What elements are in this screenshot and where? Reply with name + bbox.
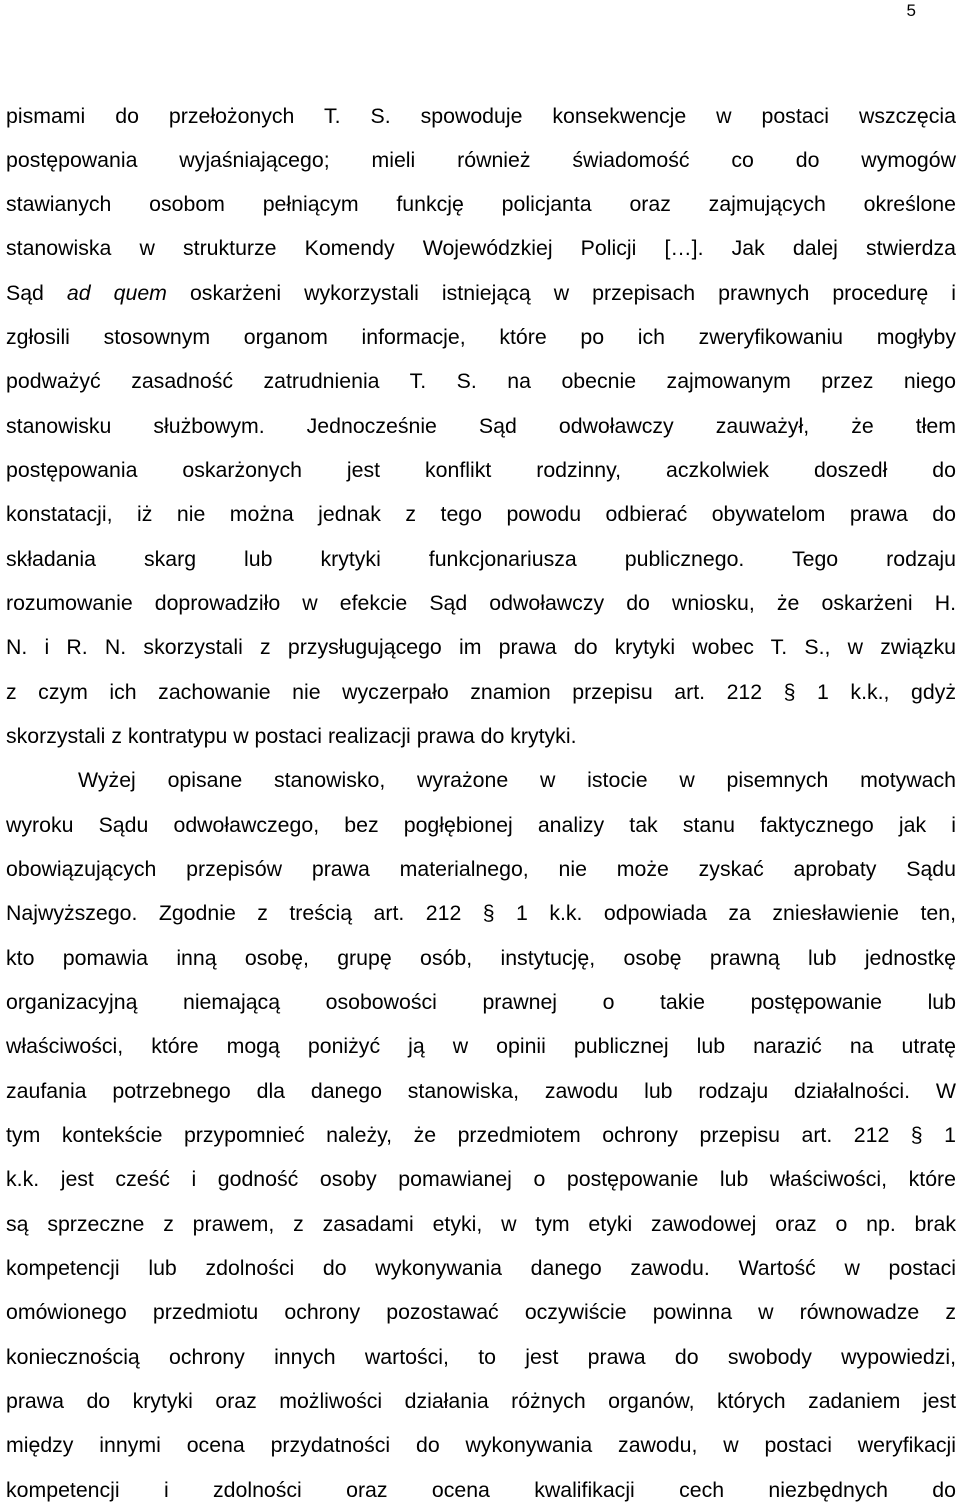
text-line: są sprzeczne z prawem, z zasadami etyki, w tym etyki zawodowej oraz o np. brak bbox=[6, 1212, 956, 1236]
text-line: kto pomawia inną osobę, grupę osób, instytucję, osobę prawną lub jednostkę bbox=[6, 946, 956, 970]
text-line: koniecznością ochrony innych wartości, to jest prawa do swobody wypowiedzi, bbox=[6, 1345, 956, 1369]
text-line: z czym ich zachowanie nie wyczerpało znamion przepisu art. 212 § 1 k.k., gdyż bbox=[6, 680, 956, 704]
text-line-with-italic bbox=[6, 278, 956, 308]
text-line: zgłosili stosownym organom informacje, które po ich zweryfikowaniu mogłyby bbox=[6, 325, 956, 349]
text-segment: oskarżeni wykorzystali istniejącą w przepisach prawnych procedurę i bbox=[166, 281, 956, 305]
text-line: omówionego przedmiotu ochrony pozostawać oczywiście powinna w równowadze z bbox=[6, 1300, 956, 1324]
text-line: pismami do przełożonych T. S. spowoduje konsekwencje w postaci wszczęcia bbox=[6, 104, 956, 128]
text-line: postępowania oskarżonych jest konflikt rodzinny, aczkolwiek doszedł do bbox=[6, 458, 956, 482]
text-line: k.k. jest cześć i godność osoby pomawianej o postępowanie lub właściwości, które bbox=[6, 1167, 956, 1191]
text-segment: Sąd bbox=[6, 281, 67, 305]
text-line: między innymi ocena przydatności do wykonywania zawodu, w postaci weryfikacji bbox=[6, 1433, 956, 1457]
text-line: kompetencji lub zdolności do wykonywania danego zawodu. Wartość w postaci bbox=[6, 1256, 956, 1280]
latin-term-italic: ad quem bbox=[66, 281, 167, 305]
text-line: stanowiska w strukturze Komendy Wojewódzkiej Policji […]. Jak dalej stwierdza bbox=[6, 236, 956, 260]
text-line: prawa do krytyki oraz możliwości działania różnych organów, których zadaniem jest bbox=[6, 1389, 956, 1413]
text-line: obowiązujących przepisów prawa materialnego, nie może zyskać aprobaty Sądu bbox=[6, 857, 956, 881]
page-number: 5 bbox=[906, 1, 916, 20]
text-line: podważyć zasadność zatrudnienia T. S. na obecnie zajmowanym przez niego bbox=[6, 369, 956, 393]
text-line: stawianych osobom pełniącym funkcję policjanta oraz zajmujących określone bbox=[6, 192, 956, 216]
text-line: zaufania potrzebnego dla danego stanowiska, zawodu lub rodzaju działalności. W bbox=[6, 1079, 956, 1103]
text-line: Najwyższego. Zgodnie z treścią art. 212 § 1 k.k. odpowiada za zniesławienie ten, bbox=[6, 901, 956, 925]
text-line: organizacyjną niemającą osobowości prawnej o takie postępowanie lub bbox=[6, 990, 956, 1014]
text-line-paragraph-end: skorzystali z kontratypu w postaci realizacji prawa do krytyki. bbox=[6, 724, 577, 748]
text-line: tym kontekście przypomnieć należy, że przedmiotem ochrony przepisu art. 212 § 1 bbox=[6, 1123, 956, 1147]
text-line: N. i R. N. skorzystali z przysługującego im prawa do krytyki wobec T. S., w związku bbox=[6, 635, 956, 659]
text-line: kompetencji i zdolności oraz ocena kwalifikacji cech niezbędnych do bbox=[6, 1478, 956, 1502]
text-line: właściwości, które mogą poniżyć ją w opinii publicznej lub narazić na utratę bbox=[6, 1034, 956, 1058]
text-line-paragraph-start: Wyżej opisane stanowisko, wyrażone w istocie w pisemnych motywach bbox=[78, 768, 956, 792]
text-line: konstatacji, iż nie można jednak z tego powodu odbierać obywatelom prawa do bbox=[6, 502, 956, 526]
text-line: wyroku Sądu odwoławczego, bez pogłębionej analizy tak stanu faktycznego jak i bbox=[6, 813, 956, 837]
text-line: rozumowanie doprowadziło w efekcie Sąd odwoławczy do wniosku, że oskarżeni H. bbox=[6, 591, 956, 615]
text-line: postępowania wyjaśniającego; mieli również świadomość co do wymogów bbox=[6, 148, 956, 172]
text-line: stanowisku służbowym. Jednocześnie Sąd odwoławczy zauważył, że tłem bbox=[6, 414, 956, 438]
text-line: składania skarg lub krytyki funkcjonariusza publicznego. Tego rodzaju bbox=[6, 547, 956, 571]
